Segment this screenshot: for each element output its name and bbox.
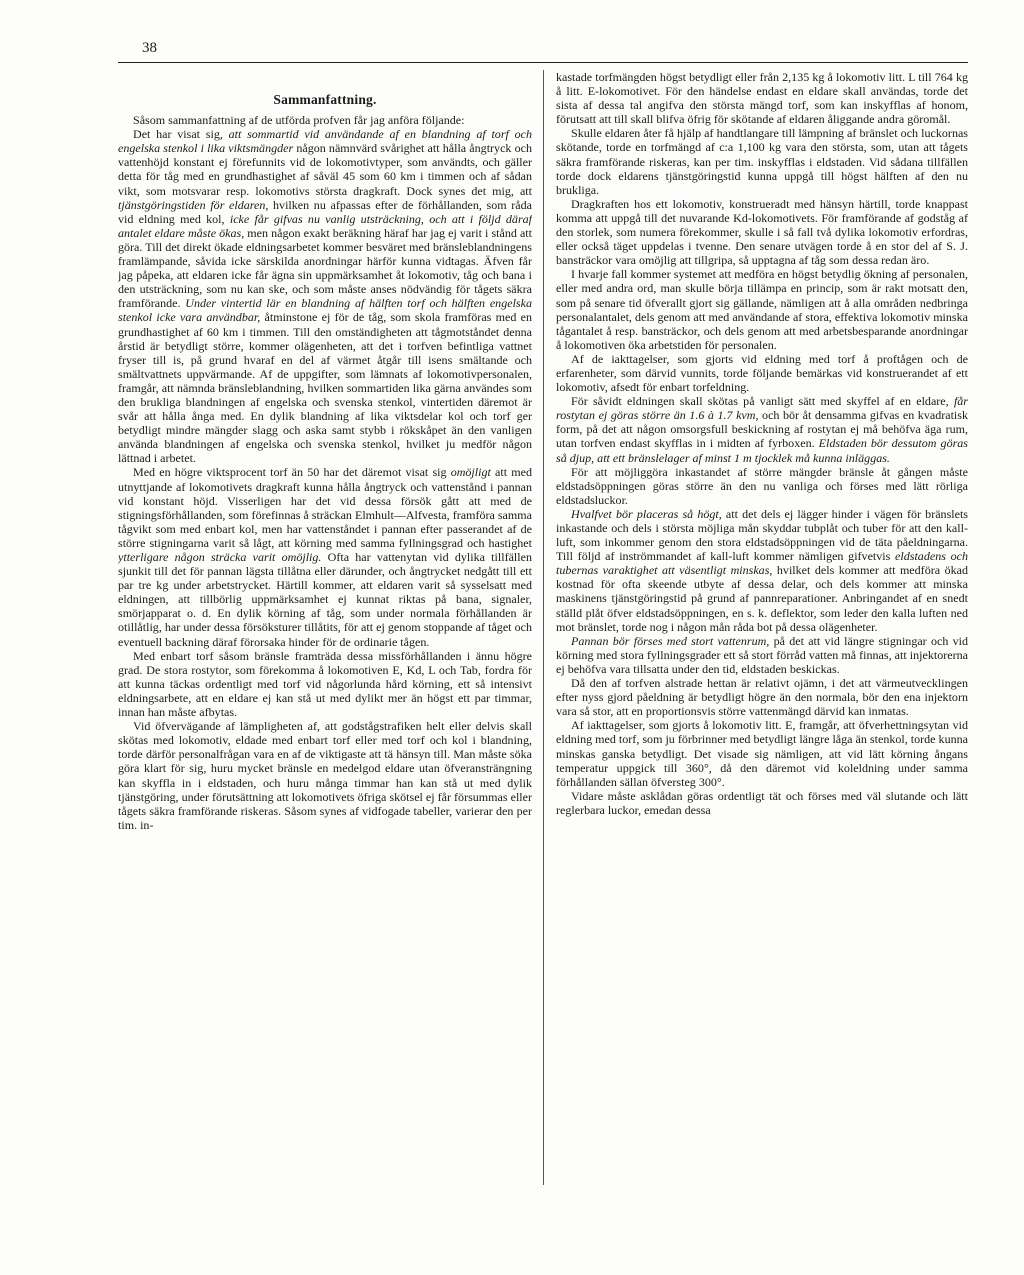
paragraph: [556, 352, 968, 394]
text-run: Skulle eldaren åter få hjälp af handtlangare till lämpning af bränslet och luckornas skötande, torde en torfmängd af c:a 1,100 kg vara den största, som, utan att tågets säkra framförande riskeras, kan per tim. inskyfflas i eldstaden. Vid sådana tillfällen torde dock eldarens tjänstgöringstid kunna uppgå till högst hälften af den nu brukliga.: [556, 126, 968, 197]
text-run: För såvidt eldningen skall skötas på vanligt sätt med skyffel af en eldare,: [571, 394, 954, 409]
text-run: Då den af torfven alstrade hettan är relativt ojämn, i det att värmeutvecklingen efter nyss gjord påeldning är betydligt högre än den normala, bör den ena injektorn vara så stor, att en proportionsvis större vattenmängd därvid kan inmatas.: [556, 676, 968, 719]
emphasis-text: eldstadens och tubernas varaktighet att väsentligt minskas,: [556, 549, 968, 578]
text-run: hvilken nu afpassas efter de förhållanden, som råda vid eldning med kol,: [118, 197, 532, 226]
header-rule: [118, 62, 968, 63]
emphasis-text: ytterligare någon sträcka varit omöjlig.: [118, 550, 322, 564]
emphasis-text: Pannan bör förses med stort vattenrum,: [571, 633, 770, 648]
page-number: 38: [142, 40, 157, 56]
text-run: någon nämnvärd svårighet att hålla ångtryck och vattenhöjd konstant ej förefunnits vid de lokomotivtyper, som användts, och gäller detta för tåg med en grundhastighet af såväl 45 som 60 km i timmen och af sådan vikt, som motsvarar resp. lokomotivs största dragkraft. Dock synes det mig, att: [118, 141, 532, 198]
text-run: åtminstone ej för de tåg, som skola framföras med en grundhastighet af 60 km i timmen. Till den omständigheten att tågmotståndet denna årstid är betydligt större, kommer olägenheten, att det i torfven befintliga vattnet fryser till is, på grund hvaraf en del af värmet åtgår till isens smältande och smältvattnets uppvärmande. Af de uppgifter, som lämnats af lokomotivpersonalen, framgår, att nämnda bränsleblandning, hvilken sommartiden lika gärna användes som den brukliga blandningen af engelska och svenska stenkol, vintertiden däremot är svår att hålla ånga med. En dylik blandning af lika viktsdelar kol och torf ger betydligt mindre mängder slagg och aska samt stybb i rökskåpet än den vanligen använda blandningen af engelska och svenska stenkol, hvilket ju medför någon lättnad i arbetet.: [118, 310, 532, 466]
paragraph: [118, 649, 532, 719]
text-run: Dragkraften hos ett lokomotiv, konstrueradt med hänsyn härtill, torde knappast komma att uppgå till det nuvarande Kd-lokomotivets. För framförande af godståg af den storlek, som numera förekommer, skulle i så fall två dylika lokomotiv erfordras, eller också täget uppdelas i tvenne. Den senare utvägen torde å en stor del af S. J. bansträckor vara omöjlig att tillgripa, så upptagna af tåg som dessa redan äro.: [556, 196, 968, 268]
paragraph: [556, 789, 968, 817]
paragraph: [556, 718, 968, 788]
paragraph: [118, 127, 532, 465]
text-run: Ofta har vattenytan vid dylika tillfällen sjunkit till det för pannan lägsta tillåtna eller därunder, och ångtrycket nedgått till ett par tre kg under arbetstrycket. Härtill kommer, att eldaren varit så sysselsatt med eldningen, att tillbörlig uppmärksamhet ej kunnat riktas på bana, signaler, smörjapparat o. d. En dylik körning af tåg, som under normala förhållanden är otillåtlig, har under dessa försöksturer tillåtits, för att ej genom stoppande af tåget och eventuell backning däraf förorsaka hinder för de ordinarie tågen.: [118, 550, 532, 649]
page-header: [118, 40, 968, 62]
emphasis-text: Under vintertid lär en blandning af hälften torf och hälften engelska stenkol icke vara användbar,: [118, 296, 532, 325]
text-run: kastade torfmängden högst betydligt eller från 2,135 kg å lokomotiv litt. L till 764 kg å litt. E-lokomotivet. För den händelse endast en eldare skall användas, torde det sista af dessa tal angifva den största mängd torf, som kan inskyfflas af honom, förutsatt att till skall blifva öfrig för skötande af eldaren åliggande andra göromål.: [556, 70, 968, 127]
text-run: på det att vid längre stigningar och vid körning med stora fyllningsgrader ett så stort förråd vatten må finnas, att injektorerna ej behöfva vara tillsatta under den tid, eldstaden beskickas.: [556, 633, 968, 676]
paragraph: [118, 719, 532, 832]
paragraph: [556, 507, 968, 634]
text-run: men någon exakt beräkning häraf har jag ej varit i stånd att göra. Till det direkt ökade eldningsarbetet kommer besväret med bränsleblandningens framlämpande, såvida icke särskilda anordningar härför kunna vidtagas. Äfven får jag påpeka, att eldaren icke får ägna sin uppmärksamhet åt lokomotiv, tåg och bana i den utsträckning, som nu kan ske, och som måste anses nödvändig för tågets säkra framförande.: [118, 225, 532, 311]
emphasis-text: får rostytan ej göras större än 1.6 à 1.7 kvm,: [556, 394, 968, 423]
left-column: [118, 70, 532, 1185]
text-run: Med enbart torf såsom bränsle framträda dessa missförhållanden i ännu högre grad. De stora rostytor, som förekomma å lokomotiven E, Kd, L och Tab, fordra för att kunna täckas ordentligt med torf vid någorlunda hård körning, ett så intensivt eldningsarbete, att en eldare ej kan stå ut med dylikt mer än högst ett par timmar, innan han måste afbytas.: [118, 648, 532, 720]
paragraph: [118, 465, 532, 648]
text-run: Vidare måste asklådan göras ordentligt tät och förses med väl slutande och lätt reglerbara luckor, emedan dessa: [556, 788, 968, 817]
text-run: För att möjliggöra inkastandet af större mängder bränsle åt gången måste eldstadsöppningen göras större än den nu vanliga och förses med lätt rörliga eldstadsluckor.: [556, 464, 968, 507]
text-run: Vid öfvervägande af lämpligheten af, att godstågstrafiken helt eller delvis skall skötas med lokomotiv, eldade med enbart torf eller med torf och kol i blandning, torde därför personalfrågan vara en af de viktigaste att tä hänsyn till. Man måste söka göra klart för sig, huru mycket bränsle en medelgod eldare utan öfveransträngning kan skyffla in i eldstaden, och huru många timmar han kan stå ut med dylik tjänstgöring, under förutsättning att lokomotivets öfriga skötsel ej får försummas eller tågets säkra framförande riskeras. Såsom synes af vidfogade tabeller, varierar den per tim. in-: [118, 719, 532, 832]
emphasis-text: omöjligt: [450, 465, 491, 480]
emphasis-text: Eldstaden bör dessutom göras så djup, att ett bränslelager af minst 1 m tjocklek må kunna inläggas.: [556, 436, 968, 465]
paragraph: [556, 126, 968, 196]
text-run: att med utnyttjande af lokomotivets dragkraft kunna hålla ångtryck och vattenstånd i pannan vid konstant höjd. Visserligen har det vid dessa försök gått att med de stigningsförhållanden, som förefinnas å sträckan Elmhult—Alfvesta, framföra samma tågvikt som med enbart kol, men har vattenståndet i pannan efter passerandet af de större stigningarna varit så lågt, att körning med samma fyllningsgrad och hastighet: [118, 465, 532, 550]
paragraph: [556, 267, 968, 352]
text-run: Af iakttagelser, som gjorts å lokomotiv litt. E, framgår, att öfverhettningsytan vid eldning med torf, som ju förbrinner med betydligt längre låga än stenkol, torde kunna minskas ganska betydligt. Det visade sig nämligen, att vid lätt körning ångans temperatur uppgick till 360°, då den däremot vid koleldning under samma förhållanden sällan öfversteg 300°.: [556, 718, 968, 789]
emphasis-text: icke får gifvas nu vanlig utsträckning, och att i följd däraf antalet eldare måste ökas,: [118, 211, 532, 240]
paragraph: [556, 465, 968, 507]
paragraph: [556, 634, 968, 676]
paragraph: [556, 70, 968, 126]
paragraph: [118, 113, 532, 127]
emphasis-text: Hvalfvet bör placeras så högt,: [571, 506, 722, 521]
text-run: Det har visat sig,: [133, 127, 229, 142]
text-run: Med en högre viktsprocent torf än 50 har det däremot visat sig: [133, 465, 451, 480]
emphasis-text: tjänstgöringstiden för eldaren,: [118, 197, 269, 212]
paragraph: [556, 676, 968, 718]
section-title: Sammanfattning.: [273, 92, 377, 107]
column-divider: [543, 70, 544, 1185]
text-run: hvilket dels kommer att medföra ökad kostnad för ofta skeende utbyte af dessa delar, och dels kommer att minska maskinens tjänstgöringstid på grund af pannreparationer. Anbringandet af en snedt ställd plåt öfver eldstadsöppningen, en s. k. deflektor, som leder den kalla luften ned mot bränslet, torde nog i någon mån råda bot på dessa olägenheter.: [556, 563, 968, 634]
right-column: [556, 70, 968, 1185]
text-run: Såsom sammanfattning af de utförda profven får jag anföra följande:: [133, 113, 465, 128]
emphasis-text: att sommartid vid användande af en blandning af torf och engelska stenkol i lika viktsmängder: [118, 127, 532, 156]
text-run: I hvarje fall kommer systemet att medföra en högst betydlig ökning af personalen, eller med andra ord, man skulle börja tillämpa en princip, som är rakt motsatt den, som på senare tid öfverallt gjort sig gällande, nämligen att å alla områden nedbringa personalantalet, dels genom att med användande af stora, effektiva lokomotiv minska tågantalet å resp. bansträckor, och dels genom att med arbetsbesparande anordningar å lokomotiven öka arbetstiden för personalen.: [556, 267, 968, 352]
text-run: Af de iakttagelser, som gjorts vid eldning med torf å proftågen och de erfarenheter, som därvid vunnits, torde följande bemärkas vid konstruerandet af ett lokomotiv, afsedt för enbart torfeldning.: [556, 351, 968, 395]
text-run: att det dels ej lägger hinder i vägen för bränslets inkastande och dels i största möjliga mån skyddar tubplåt och tuber för att den kall-luft, som inkommer genom den stora eldstadsöppningen vid de täta påeldningarna. Till följd af inströmmandet af kall-luft kommer nämligen gifvetvis: [556, 506, 968, 564]
paragraph: [556, 197, 968, 267]
paragraph: [556, 394, 968, 464]
text-run: och bör åt densamma gifvas en kvadratisk form, på det att någon omsorgsfull beskickning af rostytan ej må behöfva äga rum, utan torfven endast skyfflas in i midten af fyrboxen.: [556, 408, 968, 451]
